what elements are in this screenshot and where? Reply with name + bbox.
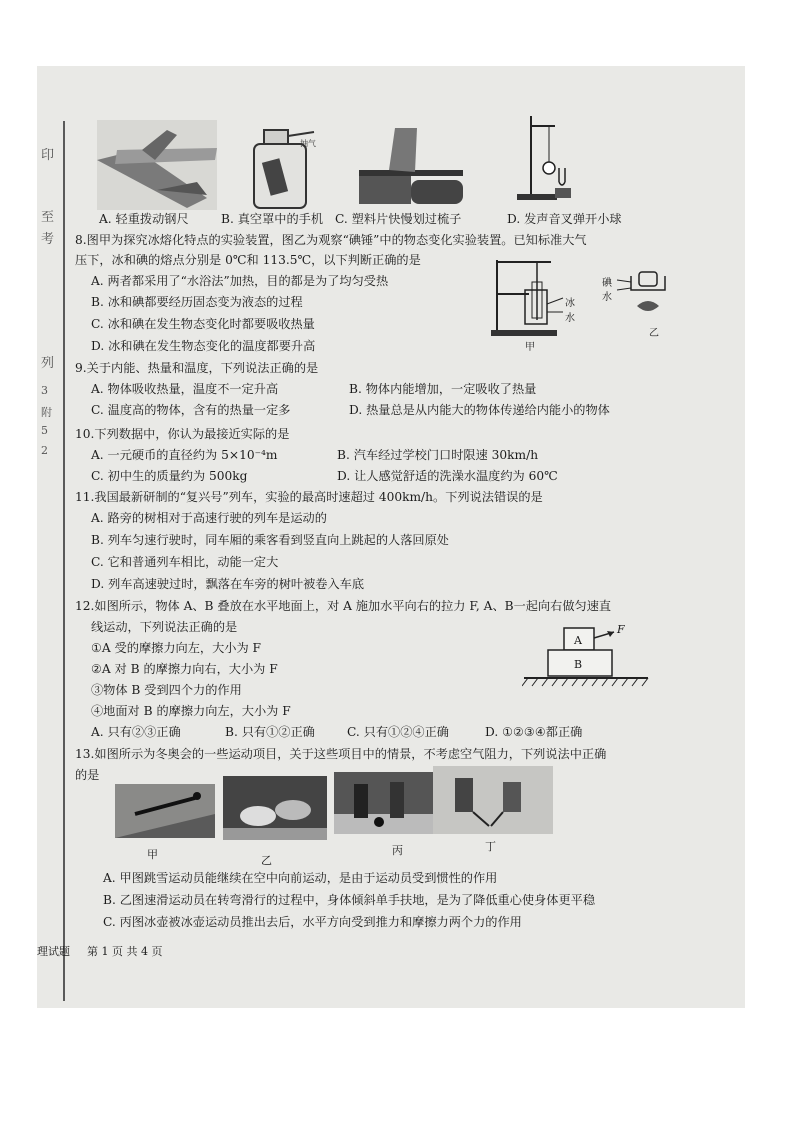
q12-statement-1: ①A 受的摩擦力向左，大小为 F [91,641,261,655]
photo-label-bing: 丙 [392,844,403,857]
margin-char: 附 [41,406,52,419]
block-b-label: B [574,658,583,671]
speed-skating-photo [223,776,327,840]
stacked-blocks-figure [522,618,652,690]
q10-option-c: C. 初中生的质量约为 500kg [91,469,248,483]
q12-option-b: B. 只有①②正确 [225,725,315,739]
margin-char: 3 [41,384,48,397]
q13-option-b: B. 乙图速滑运动员在转弯滑行的过程中，身体倾斜单手扶地，是为了降低重心使身体更平稳 [103,893,596,907]
q12-option-d: D. ①②③④都正确 [485,725,583,739]
steel-ruler-figure [97,120,217,210]
force-f-label: F [617,623,625,636]
q13-stem: 的是 [75,768,100,782]
margin-char: 列 [41,356,55,371]
q10-option-d: D. 让人感觉舒适的洗澡水温度约为 60℃ [337,469,558,483]
fig-jia-label: 甲 [525,342,535,353]
q10-option-b: B. 汽车经过学校门口时限速 30km/h [337,448,539,462]
fig-jia-ice-label: 冰 [565,298,575,309]
fig-yi-label: 乙 [649,328,659,339]
q13-option-c: C. 丙图冰壶被冰壶运动员推出去后，水平方向受到推力和摩擦力两个力的作用 [103,915,522,929]
q12-option-a: A. 只有②③正确 [91,725,181,739]
fig-yi-iodine-label: 碘 [602,278,612,289]
q8-option-c: C. 冰和碘在发生物态变化时都要吸收热量 [91,317,315,331]
ice-hockey-photo [433,766,553,834]
q10-option-a: A. 一元硬币的直径约为 5×10⁻⁴m [91,448,278,462]
photo-label-ding: 丁 [485,840,496,853]
q11-option-b: B. 列车匀速行驶时，同车厢的乘客看到竖直向上跳起的人落回原处 [91,533,449,547]
svg-text:抽气: 抽气 [300,139,316,148]
ski-jump-photo [115,784,215,838]
q8-option-b: B. 冰和碘都要经历固态变为液态的过程 [91,295,303,309]
footer-subject: 理试题 [37,945,70,958]
iodine-hammer-figure [613,256,683,326]
q11-stem: 11.我国最新研制的“复兴号”列车，实验的最高时速超过 400km/h。下列说法错误的是 [75,490,543,504]
q8-option-a: A. 两者都采用了“水浴法”加热，目的都是为了均匀受热 [91,274,389,288]
q11-option-a: A. 路旁的树相对于高速行驶的列车是运动的 [91,511,327,525]
tuning-fork-figure [515,112,585,212]
q11-option-c: C. 它和普通列车相比，动能一定大 [91,555,279,569]
q10-stem: 10.下列数据中，你认为最接近实际的是 [75,427,290,441]
margin-char: 2 [41,444,48,457]
ice-melting-apparatus-figure [489,254,599,340]
q9-option-d: D. 热量总是从内能大的物体传递给内能小的物体 [349,403,610,417]
q8-stem: 压下，冰和碘的熔点分别是 0℃和 113.5℃，以下判断正确的是 [75,253,421,267]
q12-stem: 线运动，下列说法正确的是 [91,620,238,634]
q8-option-d: D. 冰和碘在发生物态变化的温度都要升高 [91,339,316,353]
q9-option-a: A. 物体吸收热量，温度不一定升高 [91,382,279,396]
q8-stem: 8.图甲为探究冰熔化特点的实验装置，图乙为观察“碘锤”中的物态变化实验装置。已知标准大气 [75,233,587,247]
vacuum-jar-figure [242,122,322,212]
q7-option-a: A. 轻重拨动钢尺 [99,212,189,226]
fig-jia-water-label: 水 [565,313,575,324]
q9-stem: 9.关于内能、热量和温度，下列说法正确的是 [75,361,319,375]
margin-char: 考 [41,232,55,247]
margin-char: 5 [41,424,48,437]
q12-option-c: C. 只有①②④正确 [347,725,449,739]
curling-photo [334,772,434,834]
margin-char: 印 [41,148,55,163]
q13-stem: 13.如图所示为冬奥会的一些运动项目，关于这些项目中的情景，不考虑空气阻力，下列说法中正确 [75,747,607,761]
photo-label-yi: 乙 [261,854,272,867]
q9-option-c: C. 温度高的物体，含有的热量一定多 [91,403,291,417]
q7-option-d: D. 发声音叉弹开小球 [507,212,622,226]
footer-page-number: 第 1 页 共 4 页 [87,945,163,958]
fig-yi-water-label: 水 [602,292,612,303]
q7-option-b: B. 真空罩中的手机 [221,212,324,226]
q12-statement-2: ②A 对 B 的摩擦力向右，大小为 F [91,662,278,676]
q12-stem: 12.如图所示，物体 A、B 叠放在水平地面上，对 A 施加水平向右的拉力 F, A、B一起向右做匀速直 [75,599,612,613]
q12-statement-4: ④地面对 B 的摩擦力向左，大小为 F [91,704,291,718]
q9-option-b: B. 物体内能增加，一定吸收了热量 [349,382,537,396]
binding-margin-line [63,121,65,1001]
margin-char: 至 [41,210,55,225]
exam-page [37,66,745,1008]
comb-figure [355,120,470,210]
q7-option-c: C. 塑料片快慢划过梳子 [335,212,462,226]
q12-statement-3: ③物体 B 受到四个力的作用 [91,683,242,697]
photo-label-jia: 甲 [147,848,158,861]
block-a-label: A [574,634,582,647]
q13-option-a: A. 甲图跳雪运动员能继续在空中向前运动，是由于运动员受到惯性的作用 [103,871,498,885]
q11-option-d: D. 列车高速驶过时，飘落在车旁的树叶被卷入车底 [91,577,365,591]
